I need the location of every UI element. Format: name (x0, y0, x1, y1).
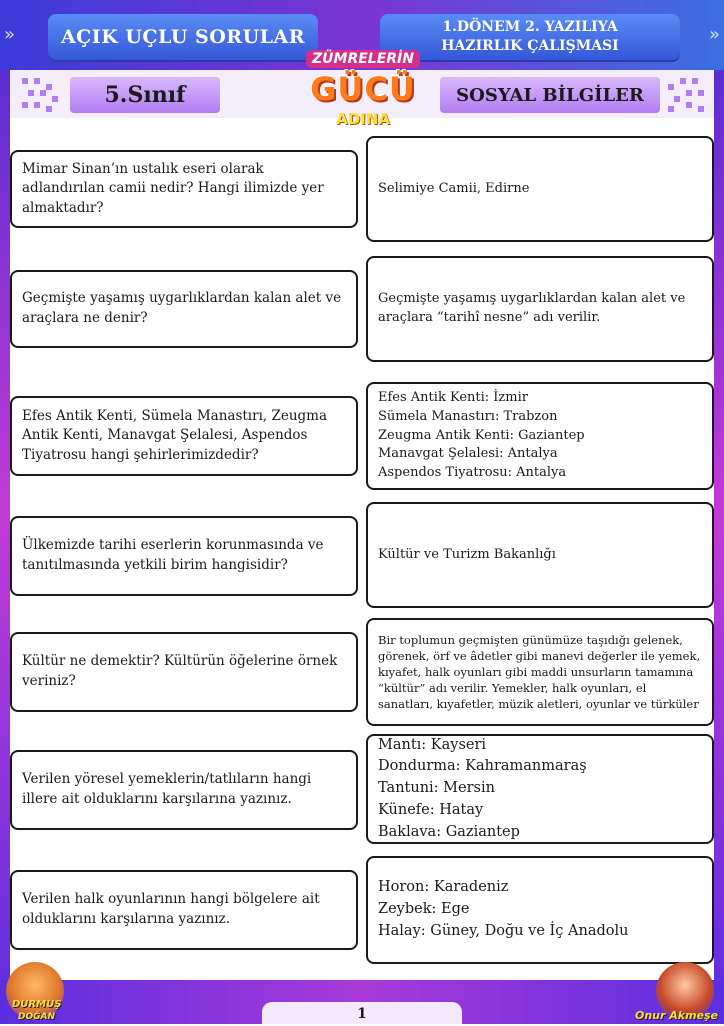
question-box (10, 750, 358, 830)
answer-box (366, 856, 714, 964)
answer-line: Aspendos Tiyatrosu: Antalya (378, 465, 567, 481)
question-box (10, 632, 358, 712)
pixel-decoration-icon (22, 78, 58, 112)
pixel-decoration-icon (668, 78, 704, 112)
right-border (714, 0, 724, 1024)
question-box (10, 396, 358, 476)
answer-box (366, 136, 714, 242)
left-border (0, 0, 10, 1024)
author-name-left-line2: DOĞAN (18, 1012, 56, 1022)
chevron-right-icon: » (708, 24, 720, 45)
answer-box (366, 502, 714, 608)
author-name-left-line1: DURMUŞ (12, 999, 62, 1010)
answer-box (366, 256, 714, 362)
author-name-right: Onur Akmeşe (634, 1009, 718, 1022)
question-box (10, 270, 358, 348)
answer-line: Mantı: Kayseri (378, 736, 487, 753)
answer-line: Sümela Manastırı: Trabzon (378, 408, 558, 424)
answer-line: Selimiye Camii, Edirne (378, 180, 530, 196)
exam-title-line2: HAZIRLIK ÇALIŞMASI (441, 38, 619, 54)
question-text: Verilen yöresel yemeklerin/tatlıların hangi illere ait olduklarını karşılarına yazınız. (22, 771, 312, 807)
answer-line: Tantuni: Mersin (378, 780, 495, 797)
answer-line: Zeugma Antik Kenti: Gaziantep (378, 427, 585, 443)
answer-line: Kültür ve Turizm Bakanlığı (378, 546, 556, 562)
answer-line: Geçmişte yaşamış uygarlıklardan kalan alet ve araçlara “tarihî nesne” adı verilir. (378, 291, 686, 325)
answer-line: Baklava: Gaziantep (378, 823, 520, 840)
answer-line: Dondurma: Kahramanmaraş (378, 758, 587, 775)
question-text: Verilen halk oyunlarının hangi bölgelere ait olduklarını karşılarına yazınız. (22, 891, 320, 927)
logo-text-line3: ADINA (336, 110, 390, 128)
question-text: Efes Antik Kenti, Sümela Manastırı, Zeugma Antik Kenti, Manavgat Şelalesi, Aspendos Tiyatrosu hangi şehirlerimizdedir? (22, 407, 328, 463)
question-text: Kültür ne demektir? Kültürün öğelerine örnek veriniz? (22, 653, 338, 689)
answer-line: Künefe: Hatay (378, 801, 484, 818)
answer-line: Bir toplumun geçmişten günümüze taşıdığı gelenek, görenek, örf ve âdetler gibi manevi değerler ile yemek, kıyafet, halk oyunları gibi maddi unsurların tamamına “kültür” adı verilir. Yemekler, halk oyunları, el sanatları, kıyafetler, müzik aletleri, oyunlar ve türküler (378, 632, 701, 712)
question-text: Geçmişte yaşamış uygarlıklardan kalan alet ve araçlara ne denir? (22, 290, 342, 326)
answer-line: Halay: Güney, Doğu ve İç Anadolu (378, 922, 629, 939)
publisher-logo (296, 44, 430, 130)
logo-text-line1: ZÜMRELERİN (306, 50, 420, 68)
worksheet-type-title: AÇIK UÇLU SORULAR (48, 14, 318, 60)
chevron-right-icon: » (4, 24, 16, 45)
grade-label: 5.Sınıf (70, 77, 220, 113)
answer-line: Manavgat Şelalesi: Antalya (378, 446, 558, 462)
question-text: Ülkemizde tarihi eserlerin korunmasında ve tanıtılmasında yetkili birim hangisidir? (22, 537, 324, 573)
question-box (10, 516, 358, 596)
answer-box (366, 734, 714, 844)
subject-label: SOSYAL BİLGİLER (440, 77, 660, 113)
answer-line: Zeybek: Ege (378, 901, 470, 918)
logo-text-line2: GÜCÜ (310, 70, 416, 108)
answer-line: Efes Antik Kenti: İzmir (378, 389, 528, 405)
question-box (10, 150, 358, 228)
question-text: Mimar Sinan’ın ustalık eseri olarak adlandırılan camii nedir? Hangi ilimizde yer almaktadır? (22, 160, 324, 216)
answer-box (366, 382, 714, 490)
answer-box (366, 618, 714, 726)
page-number: 1 (262, 1002, 462, 1024)
answer-line: Horon: Karadeniz (378, 879, 509, 896)
exam-title-line1: 1.DÖNEM 2. YAZILIYA (442, 19, 618, 36)
question-box (10, 870, 358, 950)
